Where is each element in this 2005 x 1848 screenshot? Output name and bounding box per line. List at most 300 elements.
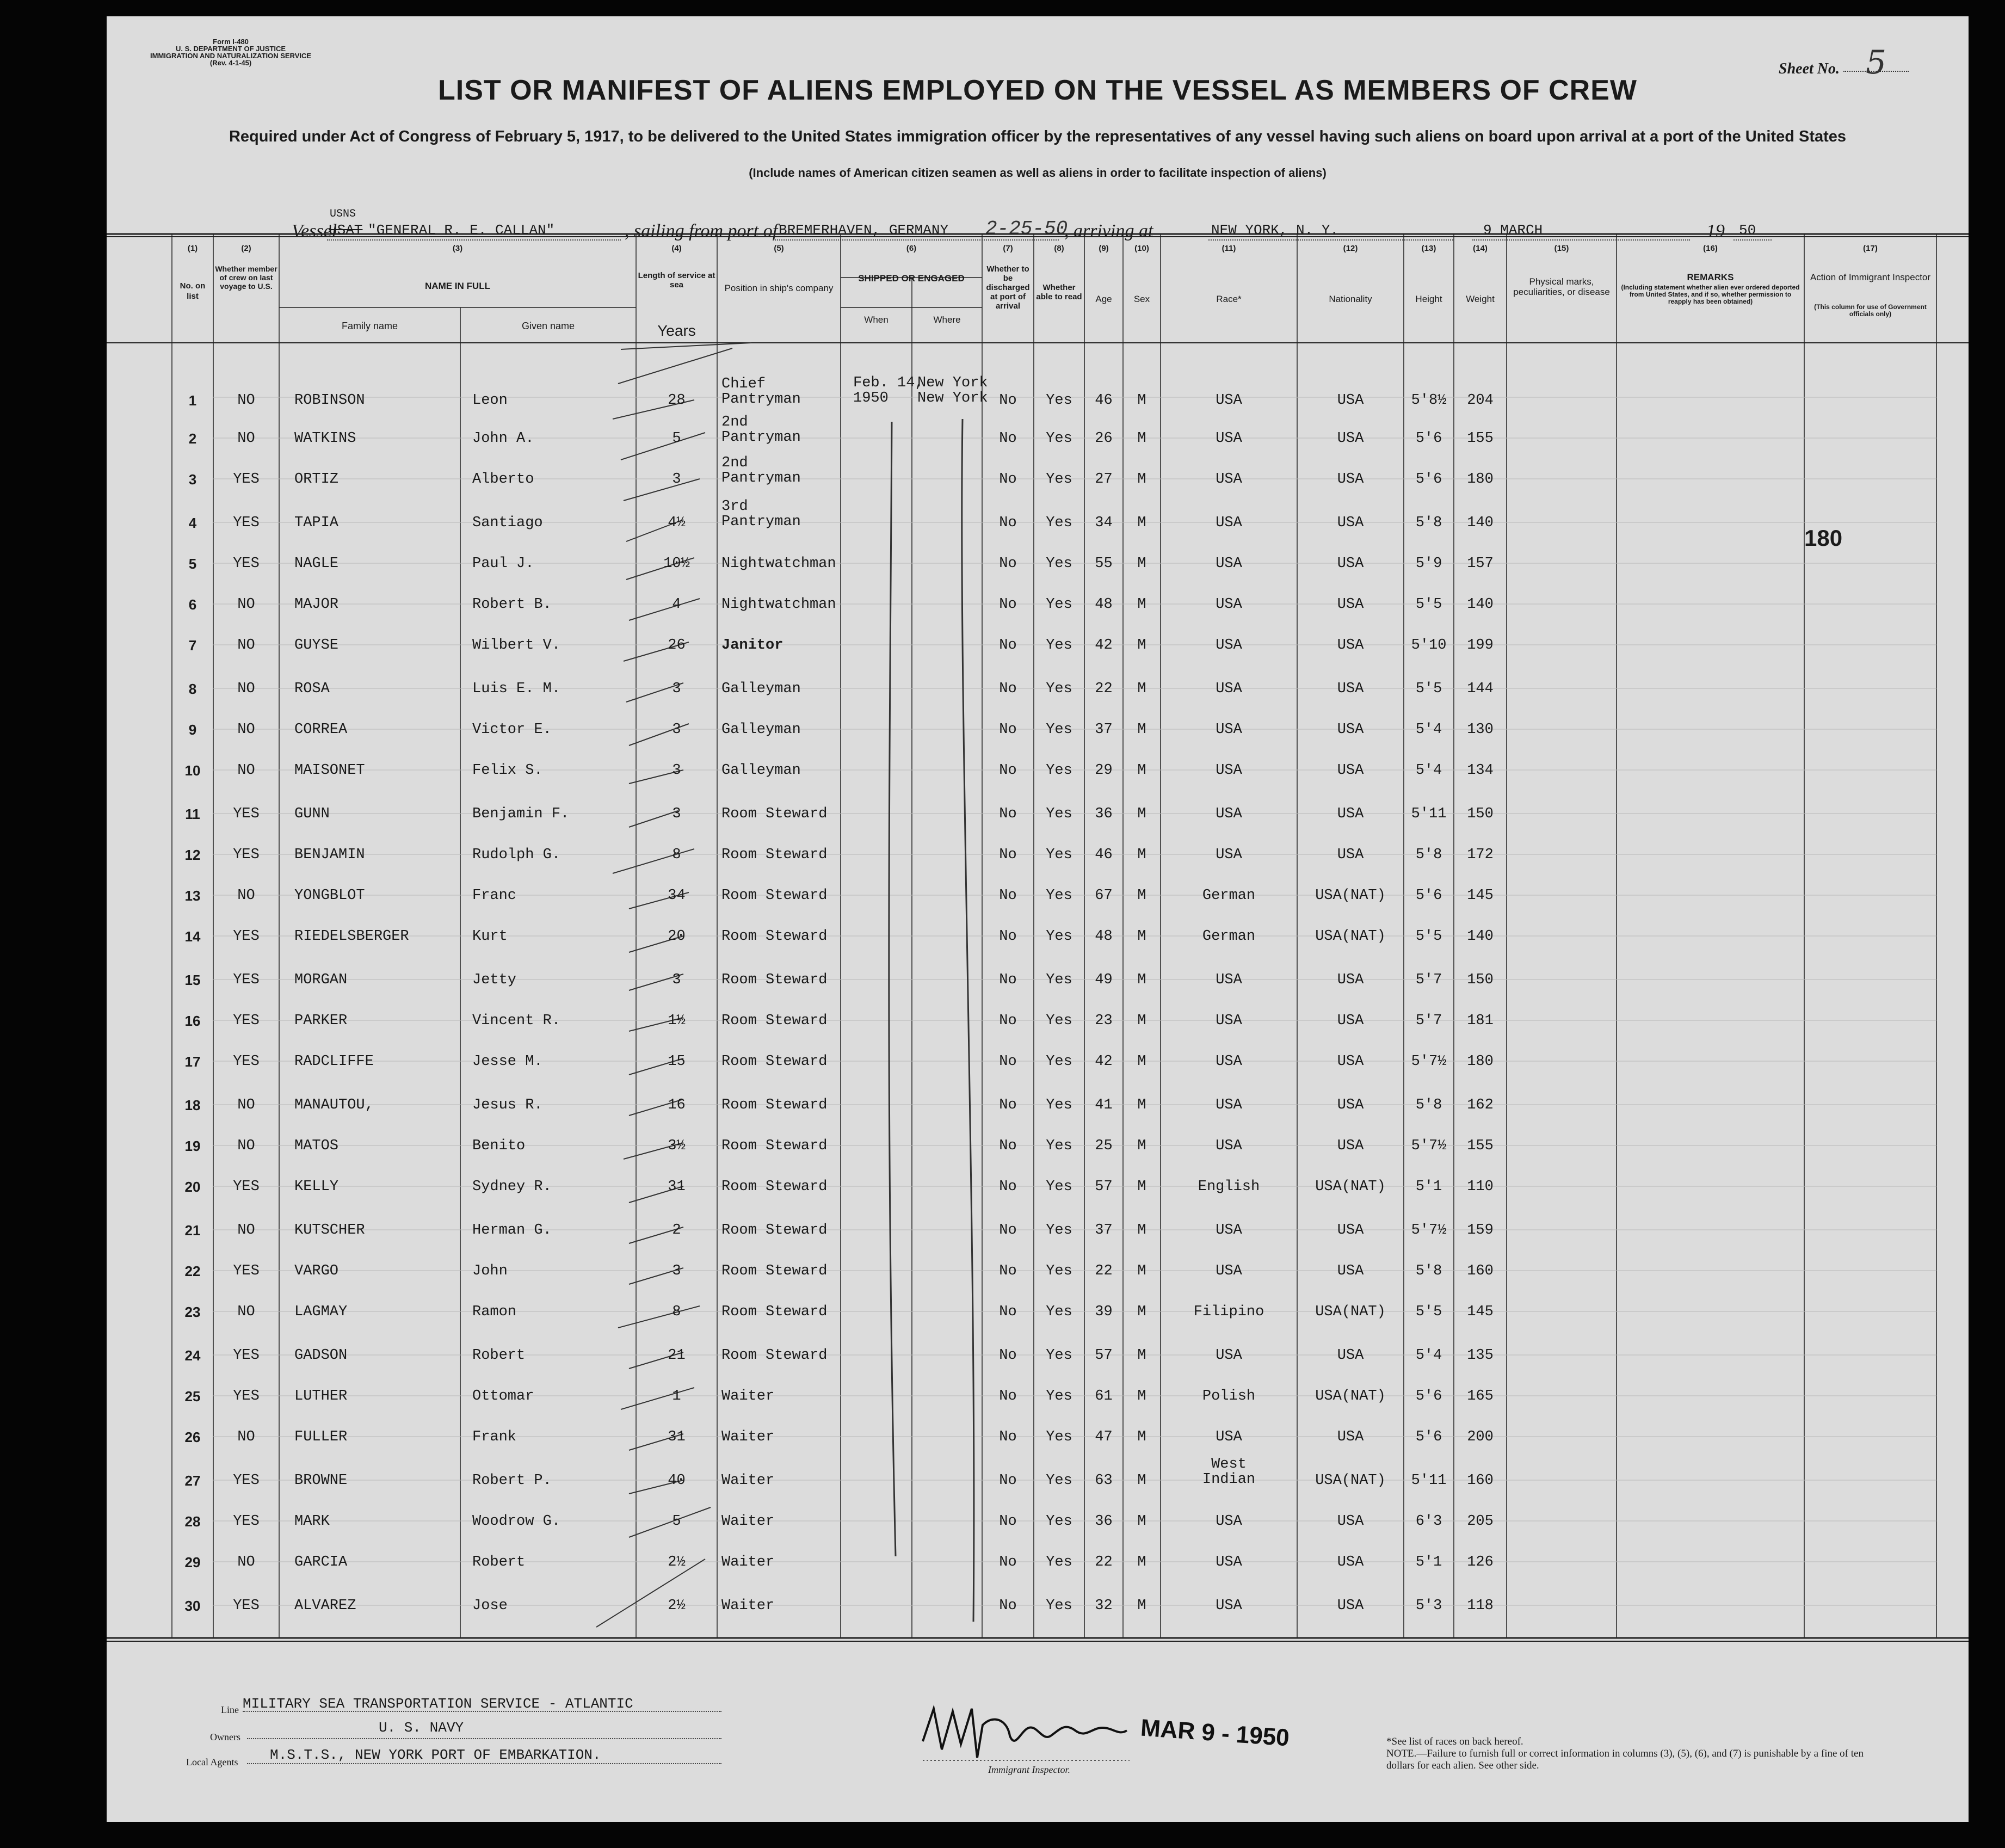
col-num: (10)	[1134, 244, 1149, 253]
row-years: 2	[672, 1222, 681, 1239]
row-disch: No	[999, 556, 1017, 572]
row-disch: No	[999, 1473, 1017, 1489]
row-nat: USA	[1337, 1222, 1364, 1239]
row-age: 23	[1095, 1013, 1113, 1029]
header-where: Where	[933, 315, 961, 325]
row-ht: 5'10	[1411, 637, 1447, 654]
row-nat: USA(NAT)	[1315, 888, 1386, 904]
row-prev: NO	[237, 888, 255, 904]
row-race: USA	[1216, 596, 1242, 613]
vessel-prefix-struck: USAT	[329, 222, 363, 238]
row-sex: M	[1137, 1222, 1146, 1239]
row-position: Room Steward	[721, 1347, 828, 1364]
row-read: Yes	[1046, 1263, 1072, 1279]
row-prev: YES	[233, 515, 260, 531]
row-prev: NO	[237, 596, 255, 613]
row-position: Pantryman	[721, 470, 801, 486]
row-sex: M	[1137, 888, 1146, 904]
row-ht: 5'11	[1411, 806, 1447, 822]
row-race-line2: Indian	[1202, 1471, 1256, 1488]
row-disch: No	[999, 681, 1017, 697]
row-race: Polish	[1202, 1388, 1256, 1405]
row-years: 8	[672, 847, 681, 863]
row-years: 8	[672, 1304, 681, 1320]
row-wt: 140	[1467, 928, 1494, 945]
row-wt: 205	[1467, 1513, 1494, 1530]
row-family: GARCIA	[294, 1554, 348, 1570]
row-sex: M	[1137, 1263, 1146, 1279]
row-family: TAPIA	[294, 515, 339, 531]
row-ht: 5'5	[1415, 681, 1442, 697]
owners-value: U. S. NAVY	[379, 1720, 464, 1736]
row-given: Leon	[472, 392, 508, 409]
row-race: USA	[1216, 722, 1242, 738]
row-family: KUTSCHER	[294, 1222, 365, 1239]
row-age: 39	[1095, 1304, 1113, 1320]
row-wt: 150	[1467, 972, 1494, 988]
row-disch: No	[999, 1097, 1017, 1113]
row-read: Yes	[1046, 1222, 1072, 1239]
row-family: CORREA	[294, 722, 348, 738]
row-sex: M	[1137, 392, 1146, 409]
row-given: Kurt	[472, 928, 508, 945]
row-ht: 5'1	[1415, 1554, 1442, 1570]
year-prefix: 19	[1706, 221, 1725, 241]
port-to: NEW YORK, N. Y.	[1211, 222, 1339, 238]
row-ht: 5'7	[1415, 1013, 1442, 1029]
row-age: 36	[1095, 1513, 1113, 1530]
row-read: Yes	[1046, 1179, 1072, 1195]
row-read: Yes	[1046, 515, 1072, 531]
row-family: PARKER	[294, 1013, 348, 1029]
row-race: Filipino	[1193, 1304, 1264, 1320]
row-sex: M	[1137, 681, 1146, 697]
row-position-line1: 2nd	[721, 455, 748, 471]
row-sex: M	[1137, 762, 1146, 779]
row-n: 19	[184, 1138, 201, 1154]
row-n: 16	[184, 1013, 201, 1029]
row-given: Herman G.	[472, 1222, 552, 1239]
row-disch: No	[999, 972, 1017, 988]
row-n: 15	[184, 972, 201, 988]
row-ht: 5'4	[1415, 762, 1442, 779]
form-service: IMMIGRATION AND NATURALIZATION SERVICE	[150, 52, 312, 60]
row-race: USA	[1216, 392, 1242, 409]
row-n: 5	[188, 556, 197, 572]
row-n: 27	[184, 1473, 201, 1489]
row-wt: 204	[1467, 392, 1494, 409]
row-wt: 165	[1467, 1388, 1494, 1405]
row-ht: 5'5	[1415, 928, 1442, 945]
row-race: German	[1202, 888, 1256, 904]
row-position: Nightwatchman	[721, 556, 836, 572]
row-disch: No	[999, 1598, 1017, 1614]
row-sex: M	[1137, 1304, 1146, 1320]
row-ht: 5'6	[1415, 1388, 1442, 1405]
row-n: 29	[184, 1554, 201, 1570]
shipped-when-2: 1950	[853, 390, 889, 406]
row-n: 23	[184, 1304, 201, 1320]
row-age: 46	[1095, 847, 1113, 863]
row-wt: 181	[1467, 1013, 1494, 1029]
row-n: 12	[184, 847, 201, 863]
row-sex: M	[1137, 515, 1146, 531]
row-age: 34	[1095, 515, 1113, 531]
row-read: Yes	[1046, 972, 1072, 988]
row-age: 61	[1095, 1388, 1113, 1405]
row-disch: No	[999, 1429, 1017, 1445]
row-n: 2	[188, 430, 197, 447]
row-given: John A.	[472, 430, 534, 447]
row-nat: USA	[1337, 762, 1364, 779]
row-ht: 5'9	[1415, 556, 1442, 572]
row-prev: YES	[233, 1347, 260, 1364]
row-wt: 140	[1467, 596, 1494, 613]
row-age: 48	[1095, 928, 1113, 945]
manifest-sheet	[107, 16, 1969, 1822]
sheet-no-value: 5	[1843, 54, 1909, 72]
owners-label: Owners	[210, 1732, 240, 1742]
row-prev: YES	[233, 471, 260, 488]
row-position: Room Steward	[721, 928, 828, 945]
row-family: MAISONET	[294, 762, 365, 779]
row-race: USA	[1216, 1263, 1242, 1279]
row-sex: M	[1137, 430, 1146, 447]
row-years: 1	[672, 1388, 681, 1405]
row-given: Santiago	[472, 515, 543, 531]
header-length-of-service: Length of service at sea	[638, 271, 715, 289]
row-years: 3	[672, 762, 681, 779]
header-able-to-read: Whether able to read	[1036, 283, 1082, 301]
row-nat: USA(NAT)	[1315, 1388, 1386, 1405]
page-subnote: (Include names of American citizen seamen as well as aliens in order to facilitate inspection of aliens)	[749, 166, 1327, 180]
row-n: 6	[188, 596, 197, 613]
row-disch: No	[999, 596, 1017, 613]
row-read: Yes	[1046, 1513, 1072, 1530]
row-ht: 5'8	[1415, 515, 1442, 531]
row-given: Woodrow G.	[472, 1513, 561, 1530]
row-race: USA	[1216, 471, 1242, 488]
row-age: 22	[1095, 1554, 1113, 1570]
row-wt: 150	[1467, 806, 1494, 822]
header-name-in-full: NAME IN FULL	[425, 281, 490, 291]
header-height: Height	[1415, 294, 1442, 304]
row-family: MARK	[294, 1513, 330, 1530]
note-penalty: NOTE.—Failure to furnish full or correct information in columns (3), (5), (6), and (7) is punishable by a fine of ten dollars for each alien. See other side.	[1386, 1748, 1864, 1771]
sailing-date: 2-25-50	[985, 218, 1068, 240]
row-wt: 126	[1467, 1554, 1494, 1570]
row-age: 26	[1095, 430, 1113, 447]
col-num: (4)	[671, 244, 682, 253]
row-family: WATKINS	[294, 430, 356, 447]
row-n: 20	[184, 1179, 201, 1195]
row-race: USA	[1216, 1054, 1242, 1070]
row-disch: No	[999, 1263, 1017, 1279]
col-num: (9)	[1099, 244, 1109, 253]
row-family: NAGLE	[294, 556, 339, 572]
row-prev: YES	[233, 847, 260, 863]
form-dept: U. S. DEPARTMENT OF JUSTICE	[176, 45, 286, 53]
row-years: 3	[672, 722, 681, 738]
row-position-line1: 2nd	[721, 414, 748, 430]
row-race: USA	[1216, 515, 1242, 531]
row-n: 17	[184, 1054, 201, 1070]
row-prev: YES	[233, 1388, 260, 1405]
row-position: Galleyman	[721, 681, 801, 697]
row-given: John	[472, 1263, 508, 1279]
header-remarks-note: (Including statement whether alien ever ordered deported from United States, and if so, whether permission to reapply has been obtained)	[1621, 284, 1800, 305]
row-years: 5	[672, 1513, 681, 1530]
row-sex: M	[1137, 1388, 1146, 1405]
row-wt: 160	[1467, 1263, 1494, 1279]
row-read: Yes	[1046, 1429, 1072, 1445]
row-nat: USA	[1337, 1054, 1364, 1070]
row-n: 30	[184, 1598, 201, 1614]
row-given: Robert	[472, 1347, 526, 1364]
row-race: West	[1211, 1456, 1247, 1473]
row-n: 9	[188, 722, 197, 738]
row-race: USA	[1216, 1513, 1242, 1530]
header-shipped-engaged: SHIPPED OR ENGAGED	[858, 273, 965, 284]
row-race: USA	[1216, 1013, 1242, 1029]
row-race: USA	[1216, 1347, 1242, 1364]
row-sex: M	[1137, 1554, 1146, 1570]
row-given: Victor E.	[472, 722, 552, 738]
row-prev: NO	[237, 762, 255, 779]
row-family: ALVAREZ	[294, 1598, 356, 1614]
row-wt: 110	[1467, 1179, 1494, 1195]
row-ht: 5'6	[1415, 1429, 1442, 1445]
row-years: 26	[668, 637, 686, 654]
row-prev: NO	[237, 430, 255, 447]
col-num: (15)	[1554, 244, 1569, 253]
row-ht: 5'8	[1415, 1263, 1442, 1279]
row-prev: NO	[237, 1138, 255, 1154]
row-race: USA	[1216, 762, 1242, 779]
row-family: ROBINSON	[294, 392, 365, 409]
header-last-voyage: Whether member of crew on last voyage to U.S.	[215, 264, 277, 291]
row-race: USA	[1216, 806, 1242, 822]
row-prev: YES	[233, 1013, 260, 1029]
row-given: Jesse M.	[472, 1054, 543, 1070]
row-race: USA	[1216, 430, 1242, 447]
row-age: 63	[1095, 1473, 1113, 1489]
row-years: 28	[668, 392, 686, 409]
row-sex: M	[1137, 1513, 1146, 1530]
row-family: GUNN	[294, 806, 330, 822]
header-age: Age	[1095, 294, 1112, 304]
row-given: Vincent R.	[472, 1013, 561, 1029]
col-num: (1)	[187, 244, 198, 253]
row-wt: 199	[1467, 637, 1494, 654]
row-nat: USA	[1337, 596, 1364, 613]
row-age: 37	[1095, 722, 1113, 738]
row-position: Room Steward	[721, 806, 828, 822]
row-position: Galleyman	[721, 762, 801, 779]
row-wt: 159	[1467, 1222, 1494, 1239]
row-prev: YES	[233, 1513, 260, 1530]
row-read: Yes	[1046, 430, 1072, 447]
row-family: KELLY	[294, 1179, 339, 1195]
row-race: USA	[1216, 1429, 1242, 1445]
row-sex: M	[1137, 1473, 1146, 1489]
col-num: (12)	[1343, 244, 1358, 253]
row-ht: 5'4	[1415, 1347, 1442, 1364]
row-race: USA	[1216, 1554, 1242, 1570]
row-read: Yes	[1046, 1554, 1072, 1570]
row-ht: 5'7½	[1411, 1222, 1447, 1239]
row-wt: 135	[1467, 1347, 1494, 1364]
row-ht: 5'5	[1415, 1304, 1442, 1320]
row-wt: 130	[1467, 722, 1494, 738]
row-given: Jetty	[472, 972, 517, 988]
col-num: (13)	[1421, 244, 1436, 253]
header-given-name: Given name	[521, 321, 575, 331]
row-given: Sydney R.	[472, 1179, 552, 1195]
row-race: USA	[1216, 847, 1242, 863]
row-prev: YES	[233, 972, 260, 988]
row-nat: USA(NAT)	[1315, 928, 1386, 945]
row-family: YONGBLOT	[294, 888, 365, 904]
row-given: Robert B.	[472, 596, 552, 613]
row-age: 25	[1095, 1138, 1113, 1154]
row-age: 27	[1095, 471, 1113, 488]
row-given: Wilbert V.	[472, 637, 561, 654]
row-disch: No	[999, 1179, 1017, 1195]
row-given: Rudolph G.	[472, 847, 561, 863]
row-years: 3	[672, 806, 681, 822]
row-family: ROSA	[294, 681, 330, 697]
row-read: Yes	[1046, 1473, 1072, 1489]
row-nat: USA	[1337, 847, 1364, 863]
row-wt: 140	[1467, 515, 1494, 531]
row-nat: USA	[1337, 1013, 1364, 1029]
row-sex: M	[1137, 637, 1146, 654]
row-years: 4½	[668, 515, 686, 531]
row-years: 31	[668, 1429, 686, 1445]
row-wt: 180	[1467, 1054, 1494, 1070]
row-n: 4	[188, 515, 197, 531]
row-ht: 5'4	[1415, 722, 1442, 738]
row-years: 34	[668, 888, 686, 904]
row-read: Yes	[1046, 1013, 1072, 1029]
row-wt: 155	[1467, 430, 1494, 447]
row-years: 15	[668, 1054, 686, 1070]
col-num: (14)	[1473, 244, 1488, 253]
row-n: 22	[184, 1263, 201, 1279]
header-inspector-note: (This column for use of Government officials only)	[1814, 303, 1927, 318]
row-position-line1: 3rd	[721, 498, 748, 515]
page-subtitle: Required under Act of Congress of February 5, 1917, to be delivered to the United States immigration officer by the representatives of any vessel having such aliens on board upon arrival at a port of the United States	[229, 128, 1847, 145]
vessel-prefix: USNS	[330, 208, 356, 220]
row-nat: USA	[1337, 471, 1364, 488]
row-given: Jesus R.	[472, 1097, 543, 1113]
row-prev: NO	[237, 1429, 255, 1445]
row-wt: 157	[1467, 556, 1494, 572]
row-disch: No	[999, 1304, 1017, 1320]
row-sex: M	[1137, 1138, 1146, 1154]
row-position: Pantryman	[721, 429, 801, 446]
row-disch: No	[999, 928, 1017, 945]
row-family: BROWNE	[294, 1473, 348, 1489]
row-read: Yes	[1046, 471, 1072, 488]
sheet-no-label: Sheet No.	[1779, 60, 1840, 77]
row-read: Yes	[1046, 1598, 1072, 1614]
footer-notes	[1386, 1736, 1876, 1772]
row-position: Waiter	[721, 1513, 775, 1530]
row-n: 13	[184, 888, 201, 904]
row-wt: 160	[1467, 1473, 1494, 1489]
row-ht: 5'3	[1415, 1598, 1442, 1614]
row-read: Yes	[1046, 1304, 1072, 1320]
header-remarks: REMARKS	[1687, 272, 1734, 282]
row-wt: 134	[1467, 762, 1494, 779]
row-disch: No	[999, 1138, 1017, 1154]
row-prev: YES	[233, 1054, 260, 1070]
row-years: 21	[668, 1347, 686, 1364]
row-nat: USA	[1337, 637, 1364, 654]
row-ht: 5'1	[1415, 1179, 1442, 1195]
row-age: 22	[1095, 1263, 1113, 1279]
row-family: RIEDELSBERGER	[294, 928, 409, 945]
row-position: Waiter	[721, 1473, 775, 1489]
row-ht: 5'6	[1415, 430, 1442, 447]
col-num: (17)	[1863, 244, 1878, 253]
row-age: 42	[1095, 637, 1113, 654]
row-nat: USA	[1337, 1598, 1364, 1614]
row-wt: 200	[1467, 1429, 1494, 1445]
row-ht: 5'8	[1415, 847, 1442, 863]
row-given: Luis E. M.	[472, 681, 561, 697]
row-age: 32	[1095, 1598, 1113, 1614]
row-n: 3	[188, 471, 197, 488]
row-family: FULLER	[294, 1429, 348, 1445]
row-given: Alberto	[472, 471, 534, 488]
header-years-unit: Years	[657, 322, 696, 339]
arrival-date: 9 MARCH	[1483, 222, 1543, 238]
row-position: Room Steward	[721, 972, 828, 988]
header-nationality: Nationality	[1329, 294, 1372, 304]
row-years: 31	[668, 1179, 686, 1195]
row-race: German	[1202, 928, 1256, 945]
row-disch: No	[999, 847, 1017, 863]
row-age: 36	[1095, 806, 1113, 822]
row-age: 22	[1095, 681, 1113, 697]
row-position: Room Steward	[721, 888, 828, 904]
shipped-where-2: New York	[917, 390, 988, 406]
row-disch: No	[999, 1054, 1017, 1070]
row-years: 40	[668, 1473, 686, 1489]
row-prev: YES	[233, 1598, 260, 1614]
row-ht: 5'11	[1411, 1473, 1447, 1489]
row-given: Franc	[472, 888, 517, 904]
row-sex: M	[1137, 1097, 1146, 1113]
row-sex: M	[1137, 556, 1146, 572]
page-title: LIST OR MANIFEST OF ALIENS EMPLOYED ON THE VESSEL AS MEMBERS OF CREW	[438, 75, 1637, 106]
row-sex: M	[1137, 722, 1146, 738]
row-ht: 6'3	[1415, 1513, 1442, 1530]
row-nat: USA	[1337, 515, 1364, 531]
sailing-label: , sailing from port of	[625, 221, 778, 241]
col-num: (6)	[906, 244, 917, 253]
row-disch: No	[999, 1513, 1017, 1530]
row-position: Room Steward	[721, 1013, 828, 1029]
row-race: English	[1198, 1179, 1260, 1195]
row-n: 8	[188, 681, 197, 697]
row-prev: NO	[237, 637, 255, 654]
col-num: (5)	[774, 244, 784, 253]
row-family: MANAUTOU,	[294, 1097, 374, 1113]
